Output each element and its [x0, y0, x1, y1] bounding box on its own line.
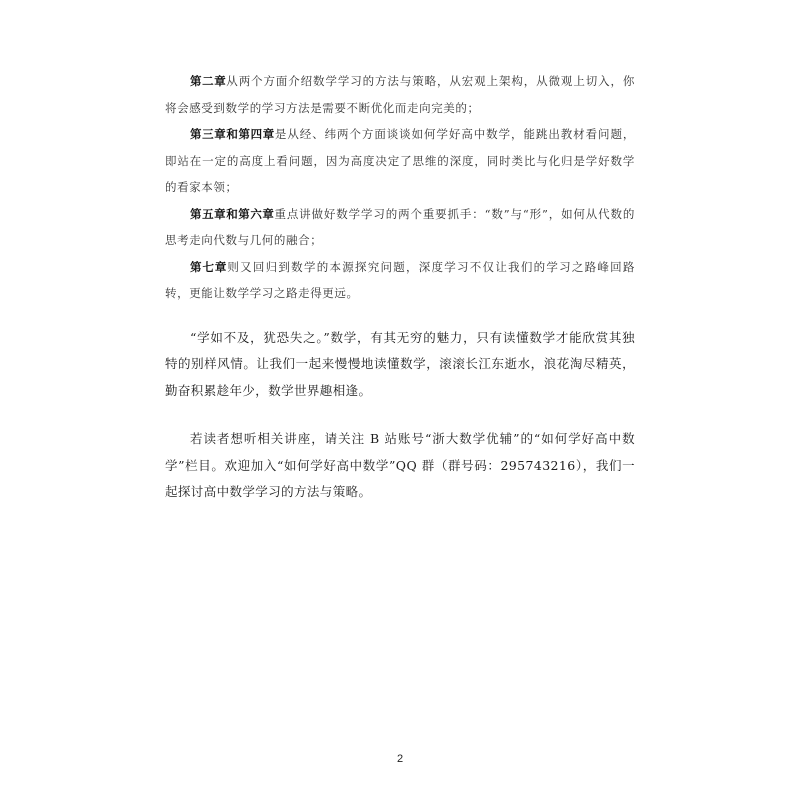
- chapter-label: 第三章和第四章: [190, 127, 275, 141]
- quote-paragraph: “学如不及，犹恐失之。”数学，有其无穷的魅力，只有读懂数学才能欣赏其独特的别样风情。让我们一起来慢慢地读懂数学，滚滚长江东逝水，浪花淘尽精英，勤奋积累趁年少，数学世界趣相逢。: [165, 329, 635, 398]
- chapter-item: [165, 68, 635, 121]
- chapter-description: 是从经、纬两个方面谈谈如何学好高中数学，能跳出教材看问题，即站在一定的高度上看问题，因为高度决定了思维的深度，同时类比与化归是学好数学的看家本领；: [165, 127, 635, 194]
- chapter-overview: [165, 68, 635, 307]
- chapter-item: [165, 254, 635, 307]
- chapter-description: 从两个方面介绍数学学习的方法与策略，从宏观上架构，从微观上切入，你将会感受到数学的学习方法是需要不断优化而走向完美的；: [165, 74, 636, 115]
- chapter-label: 第五章和第六章: [190, 206, 275, 221]
- chapter-description: 则又回归到数学的本源探究问题，深度学习不仅让我们的学习之路峰回路转，更能让数学学习之路走得更远。: [165, 259, 636, 300]
- page-number: 2: [396, 753, 404, 765]
- chapter-label: 第二章: [190, 74, 227, 88]
- chapter-description: 重点讲做好数学学习的两个重要抓手：“数”与“形”，如何从代数的思考走向代数与几何的融合；: [165, 206, 635, 247]
- readers-note-paragraph: 若读者想听相关讲座，请关注 B 站账号“浙大数学优辅”的“如何学好高中数学”栏目。欢迎加入“如何学好高中数学”QQ 群（群号码：295743216），我们一起探讨高中数学学习的方法与策略。: [165, 431, 635, 499]
- chapter-label: 第七章: [190, 259, 228, 274]
- page-content: [165, 68, 635, 506]
- chapter-item: [165, 201, 635, 254]
- chapter-item: [165, 121, 635, 201]
